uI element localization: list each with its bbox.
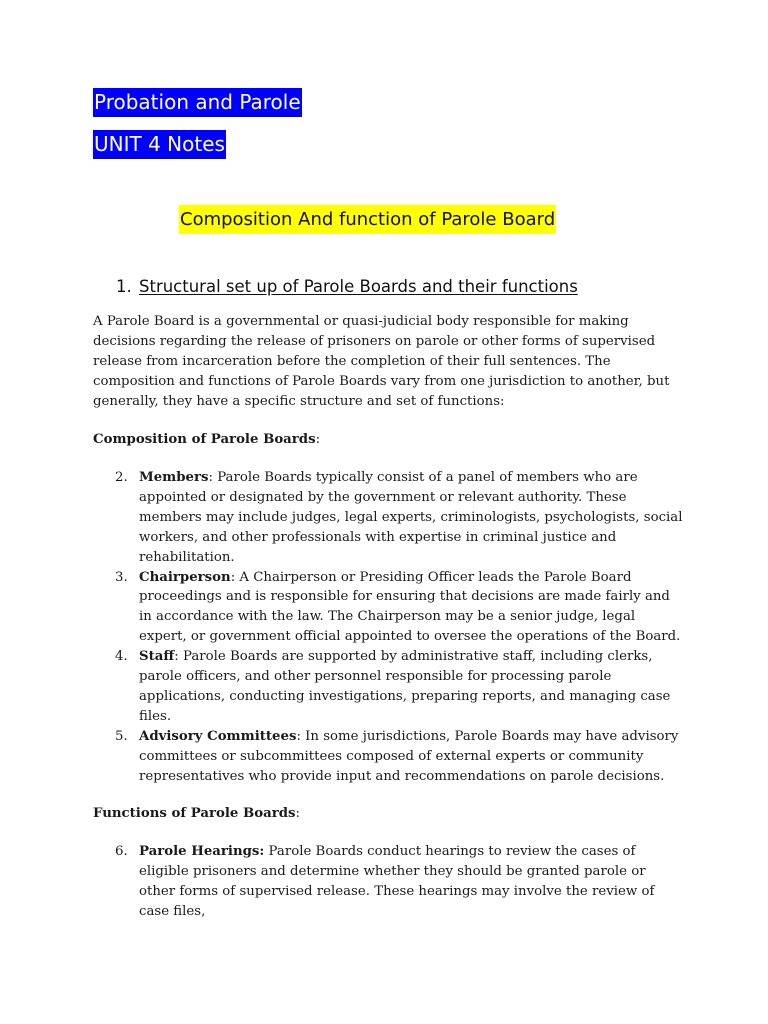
heading-number: 1. [116,277,132,296]
intro-paragraph: A Parole Board is a governmental or quasi-judicial body responsible for making decisions regarding the release of prisoners on parole or other forms of supervised release from incarceration before the completion of their full sentences. The composition and functions of Parole Boards vary from one jurisdiction to another, but generally, they have a specific structure and set of functions: [93,314,670,409]
composition-subheading-text: Composition of Parole Boards [93,432,316,447]
list-item-number: 3. [115,569,128,585]
numbered-heading [116,275,578,299]
list-item-text: Parole Boards typically consist of a panel of members who are appointed or designated by the government or relevant authority. These members may include judges, legal experts, criminologists, psychologists, social workers, and other professionals with expertise in criminal justice and rehabilitation. [139,470,683,565]
list-item-term: Staff [139,649,175,665]
composition-subheading [93,430,320,450]
list-item-colon: : [230,569,236,585]
list-item-colon: : [174,649,179,665]
functions-subheading [93,804,300,824]
functions-subheading-text: Functions of Parole Boards [93,806,296,821]
document-subtitle: UNIT 4 Notes [93,130,226,159]
list-item [93,842,683,922]
list-item [93,727,683,787]
document-title: Probation and Parole [93,88,302,117]
functions-list [93,842,683,922]
list-item-term: Advisory Committees [139,728,297,744]
list-item-number: 4. [115,649,128,665]
list-item [93,468,683,568]
composition-subheading-colon: : [315,432,321,447]
composition-list [93,468,683,787]
list-item-number: 2. [115,470,128,485]
list-item-colon: : [296,728,301,744]
list-item-term: Chairperson [139,569,231,585]
list-item-text: A Chairperson or Presiding Officer leads the Parole Board proceedings and is responsible for ensuring that decisions are made fairly and in accordance with the law. The Chairperson may be a senior judge, legal expert, or government official appointed to oversee the operations of the Board. [139,569,681,645]
list-item-term: Parole Hearings: [139,844,265,859]
list-item-number: 5. [115,728,128,744]
list-item-colon: : [208,470,213,485]
list-item [93,647,683,727]
functions-subheading-colon: : [295,806,300,821]
list-item [93,568,683,648]
section-heading: Composition And function of Parole Board [179,205,556,234]
list-item-text: Parole Boards are supported by administrative staff, including clerks, parole officers, and other personnel responsible for processing parole applications, conducting investigations, preparing reports, and managing case files. [139,649,671,724]
list-item-number: 6. [115,844,128,859]
list-item-text: Parole Boards conduct hearings to review the cases of eligible prisoners and determine whether they should be granted parole or other forms of supervised release. These hearings may involve the review of case files, [139,844,655,919]
list-item-term: Members [139,470,209,485]
list-item-text: In some jurisdictions, Parole Boards may have advisory committees or subcommittees composed of external experts or community representatives who provide input and recommendations on parole decisions. [139,728,679,784]
heading-text: Structural set up of Parole Boards and their functions [139,277,578,296]
